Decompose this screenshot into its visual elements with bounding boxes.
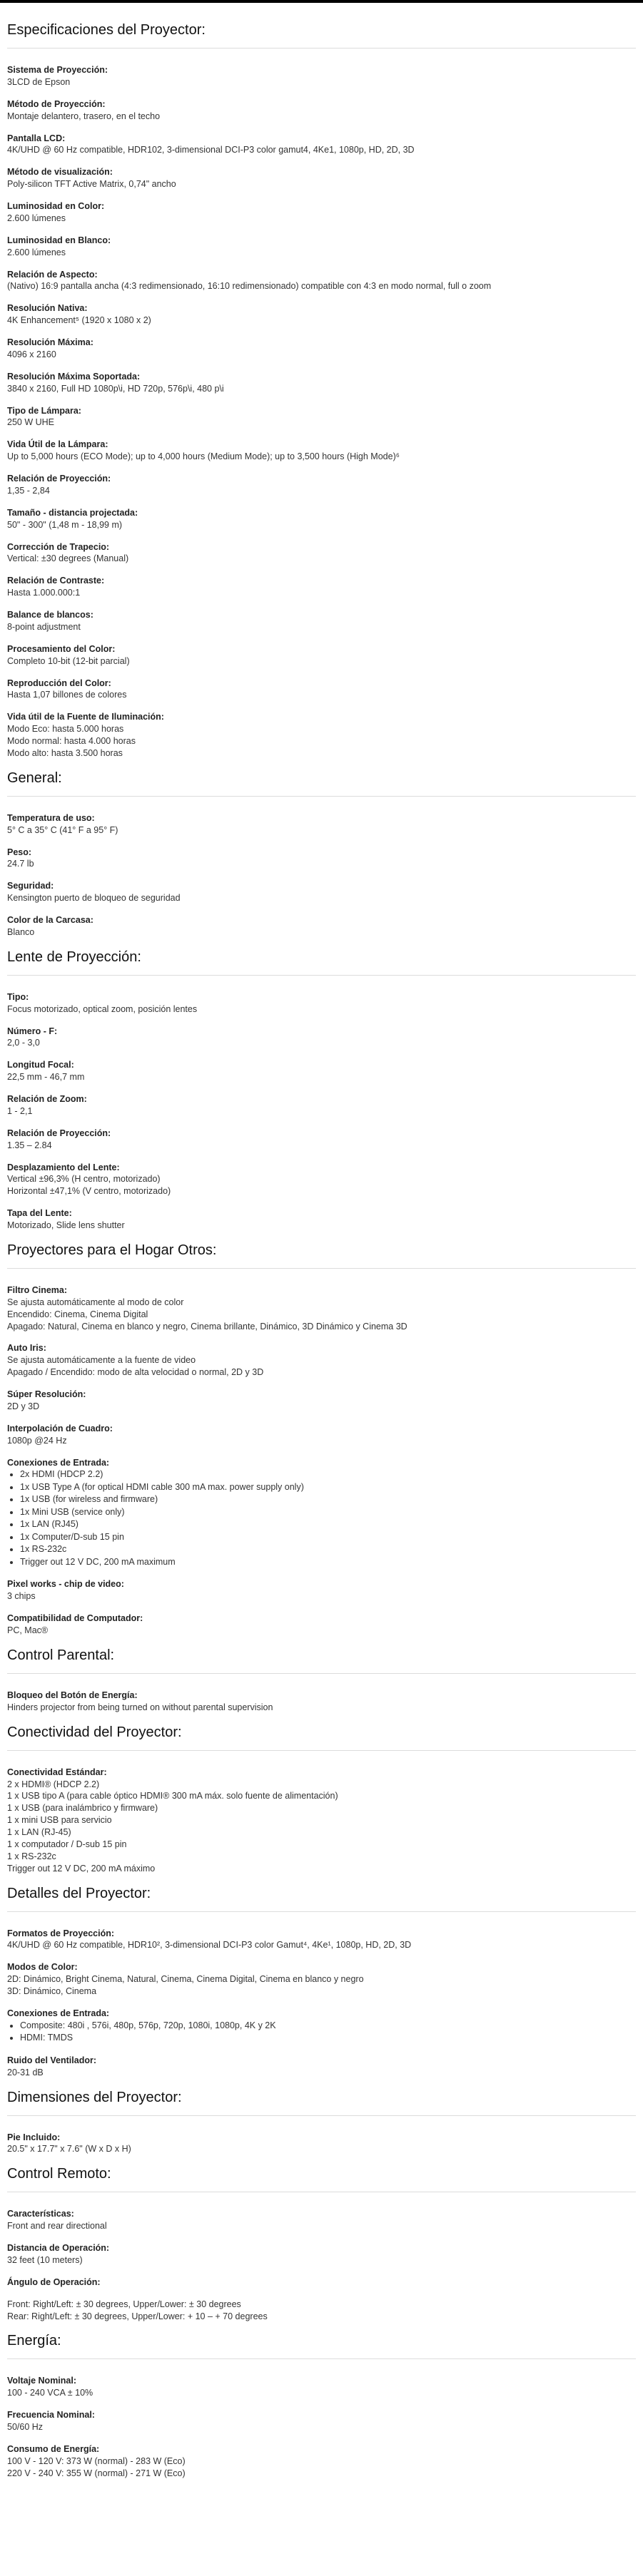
- spec-item: [7, 2242, 636, 2266]
- spec-label: Desplazamiento del Lente:: [7, 1162, 120, 1172]
- section-divider: [7, 796, 636, 797]
- section-divider: [7, 1750, 636, 1751]
- spec-item: [7, 2443, 636, 2480]
- spec-item: [7, 302, 636, 327]
- spec-value: Apagado: Natural, Cinema en blanco y negro, Cinema brillante, Dinámico, 3D Dinámico y Cinema 3D: [7, 1321, 407, 1332]
- spec-item: [7, 269, 636, 293]
- spec-label: Formatos de Proyección:: [7, 1928, 115, 1938]
- spec-value: 2,0 - 3,0: [7, 1038, 40, 1048]
- spec-item: [7, 812, 636, 837]
- section-title: General:: [7, 770, 62, 786]
- spec-value: 22,5 mm - 46,7 mm: [7, 1072, 85, 1083]
- spec-value: Front: Right/Left: ± 30 degrees, Upper/Lower: ± 30 degrees: [7, 2299, 241, 2309]
- list-item: • 1x USB Type A (for optical HDMI cable 300 mA max. power supply only): [20, 1481, 636, 1494]
- spec-item: [7, 711, 636, 760]
- section-control-parental: [7, 1647, 636, 1714]
- spec-value: Completo 10-bit (12-bit parcial): [7, 655, 130, 666]
- spec-label: Consumo de Energía:: [7, 2443, 100, 2454]
- section-title: Proyectores para el Hogar Otros:: [7, 1242, 217, 1258]
- spec-value: Vertical: ±30 degrees (Manual): [7, 553, 129, 564]
- spec-value: 1 x mini USB para servicio: [7, 1815, 112, 1826]
- spec-value: Rear: Right/Left: ± 30 degrees, Upper/Lower: + 10 – + 70 degrees: [7, 2311, 268, 2321]
- spec-item: [7, 1162, 636, 1198]
- spec-value: 2.600 lúmenes: [7, 247, 66, 257]
- spec-label: Resolución Máxima Soportada:: [7, 371, 141, 382]
- list-item: • 1x USB (for wireless and firmware): [20, 1493, 636, 1506]
- section-title: Especificaciones del Proyector:: [7, 22, 206, 38]
- spec-value: 24.7 lb: [7, 859, 34, 869]
- spec-bullet-list: [7, 2020, 636, 2045]
- spec-value: 4096 x 2160: [7, 349, 56, 359]
- spec-value: Montaje delantero, trasero, en el techo: [7, 111, 161, 121]
- spec-value: 2D y 3D: [7, 1401, 40, 1411]
- spec-label: Tapa del Lente:: [7, 1208, 72, 1219]
- list-item: • 1x Mini USB (service only): [20, 1506, 636, 1519]
- spec-value: 5° C a 35° C (41° F a 95° F): [7, 824, 118, 835]
- spec-value: 4K Enhancement⁵ (1920 x 1080 x 2): [7, 315, 151, 326]
- section-divider: [7, 1673, 636, 1674]
- spec-value: 3D: Dinámico, Cinema: [7, 1986, 97, 1996]
- spec-item: [7, 507, 636, 531]
- section-divider: [7, 2358, 636, 2359]
- spec-value: 1 x USB (para inalámbrico y firmware): [7, 1803, 158, 1814]
- spec-value: Blanco: [7, 926, 35, 937]
- spec-value: Hinders projector from being turned on without parental supervision: [7, 1702, 273, 1712]
- spec-label: Vida útil de la Fuente de Iluminación:: [7, 712, 164, 722]
- spec-value: 2D: Dinámico, Bright Cinema, Natural, Cinema, Cinema Digital, Cinema en blanco y negro: [7, 1974, 364, 1985]
- spec-item: [7, 847, 636, 871]
- spec-item: [7, 1128, 636, 1152]
- spec-bullet-list: [7, 1468, 636, 1568]
- spec-label: Sistema de Proyección:: [7, 65, 108, 75]
- spec-item: [7, 575, 636, 599]
- spec-label: Características:: [7, 2209, 74, 2219]
- spec-item: [7, 2375, 636, 2399]
- spec-value: Se ajusta automáticamente al modo de color: [7, 1297, 184, 1307]
- spec-label: Método de visualización:: [7, 167, 113, 178]
- spec-item: [7, 1457, 636, 1569]
- spec-value: Encendido: Cinema, Cinema Digital: [7, 1309, 148, 1319]
- spec-item: [7, 1578, 636, 1603]
- section-title: Detalles del Proyector:: [7, 1885, 151, 1901]
- spec-value: 50" - 300" (1,48 m - 18,99 m): [7, 519, 123, 530]
- spec-label: Frecuencia Nominal:: [7, 2410, 95, 2421]
- spec-value: 32 feet (10 meters): [7, 2254, 83, 2265]
- spec-label: Relación de Zoom:: [7, 1094, 87, 1104]
- spec-label: Compatibilidad de Computador:: [7, 1613, 143, 1624]
- spec-item: [7, 98, 636, 123]
- section-detalles-del-proyector: [7, 1885, 636, 2079]
- spec-value: 1 x RS-232c: [7, 1851, 56, 1861]
- spec-label: Filtro Cinema:: [7, 1284, 68, 1295]
- spec-label: Relación de Proyección:: [7, 474, 111, 484]
- spec-item: [7, 166, 636, 190]
- spec-label: Auto Iris:: [7, 1343, 46, 1354]
- list-item: • Composite: 480i , 576i, 480p, 576p, 720p, 1080i, 1080p, 4K y 2K: [20, 2020, 636, 2033]
- spec-value: Poly-silicon TFT Active Matrix, 0,74" ancho: [7, 179, 176, 190]
- spec-label: Relación de Aspecto:: [7, 269, 98, 280]
- spec-value: 1 - 2,1: [7, 1105, 33, 1116]
- spec-label: Color de la Carcasa:: [7, 915, 93, 925]
- spec-item: [7, 439, 636, 463]
- list-item: • HDMI: TMDS: [20, 2032, 636, 2045]
- section-divider: [7, 2115, 636, 2116]
- spec-label: Resolución Nativa:: [7, 303, 88, 314]
- section-title: Dimensiones del Proyector:: [7, 2089, 182, 2105]
- section-title: Control Parental:: [7, 1647, 115, 1663]
- spec-label: Pixel works - chip de video:: [7, 1579, 124, 1590]
- spec-item: [7, 1928, 636, 1952]
- spec-value: Modo normal: hasta 4.000 horas: [7, 736, 136, 746]
- spec-label: Voltaje Nominal:: [7, 2376, 77, 2386]
- spec-item: [7, 914, 636, 939]
- section-control-remoto: [7, 2165, 636, 2322]
- spec-item: [7, 643, 636, 668]
- spec-page: [0, 3, 643, 2480]
- spec-item: [7, 2008, 636, 2045]
- spec-value: 4K/UHD @ 60 Hz compatible, HDR10², 3-dimensional DCI-P3 color Gamut⁴, 4Ke¹, 1080p, HD, 2D, 3D: [7, 1940, 412, 1951]
- spec-label: Conectividad Estándar:: [7, 1767, 107, 1777]
- spec-value: Modo alto: hasta 3.500 horas: [7, 747, 123, 758]
- spec-value: Hasta 1.000.000:1: [7, 588, 81, 598]
- section-title: Energía:: [7, 2333, 61, 2349]
- spec-value: 250 W UHE: [7, 417, 54, 428]
- spec-item: [7, 1767, 636, 1875]
- spec-item: [7, 1690, 636, 1714]
- section-divider: [7, 1911, 636, 1912]
- spec-label: Vida Útil de la Lámpara:: [7, 439, 108, 450]
- spec-label: Tipo de Lámpara:: [7, 405, 81, 416]
- section-dimensiones-del-proyector: [7, 2089, 636, 2156]
- spec-value: 2.600 lúmenes: [7, 213, 66, 223]
- spec-item: [7, 678, 636, 702]
- spec-item: [7, 991, 636, 1016]
- spec-value: 1 x USB tipo A (para cable óptico HDMI® 300 mA máx. solo fuente de alimentación): [7, 1791, 338, 1801]
- spec-item: [7, 1612, 636, 1637]
- spec-label: Luminosidad en Blanco:: [7, 235, 111, 245]
- spec-value: Vertical ±96,3% (H centro, motorizado): [7, 1174, 161, 1185]
- spec-label: Relación de Contraste:: [7, 576, 105, 586]
- spec-label: Relación de Proyección:: [7, 1128, 111, 1138]
- spec-label: Bloqueo del Botón de Energía:: [7, 1690, 138, 1700]
- spec-item: [7, 371, 636, 395]
- list-item: • 1x RS-232c: [20, 1543, 636, 1556]
- spec-value: 1080p @24 Hz: [7, 1435, 67, 1446]
- section-divider: [7, 1268, 636, 1269]
- spec-value: Kensington puerto de bloqueo de seguridad: [7, 893, 181, 904]
- spec-label: Tipo:: [7, 991, 29, 1002]
- spec-item: [7, 133, 636, 157]
- spec-item: [7, 1423, 636, 1447]
- section-title: Control Remoto:: [7, 2166, 111, 2182]
- spec-item: [7, 1342, 636, 1379]
- spec-value: (Nativo) 16:9 pantalla ancha (4:3 redimensionado, 16:10 redimensionado) compatible con 4:3 en modo normal, full o zoom: [7, 281, 492, 292]
- spec-item: [7, 2055, 636, 2079]
- spec-item: [7, 1389, 636, 1413]
- spec-label: Longitud Focal:: [7, 1060, 74, 1070]
- spec-value: Focus motorizado, optical zoom, posición lentes: [7, 1003, 198, 1014]
- list-item: • Trigger out 12 V DC, 200 mA maximum: [20, 1556, 636, 1569]
- spec-label: Resolución Máxima:: [7, 337, 93, 347]
- spec-value: 3840 x 2160, Full HD 1080p\i, HD 720p, 576p\i, 480 p\i: [7, 383, 224, 394]
- spec-item: [7, 880, 636, 904]
- spec-label: Temperatura de uso:: [7, 812, 95, 823]
- spec-value: 2 x HDMI® (HDCP 2.2): [7, 1779, 100, 1789]
- spec-label: Número - F:: [7, 1026, 58, 1036]
- spec-item: [7, 473, 636, 497]
- section-especificaciones-del-proyector: [7, 21, 636, 760]
- spec-value: 100 - 240 VCA ± 10%: [7, 2388, 93, 2398]
- spec-value: 4K/UHD @ 60 Hz compatible, HDR102, 3-dimensional DCI-P3 color gamut4, 4Ke1, 1080p, HD, 2D, 3D: [7, 145, 415, 155]
- spec-item: [7, 1961, 636, 1998]
- spec-item: [7, 1059, 636, 1083]
- spec-item: [7, 200, 636, 225]
- spec-value: Modo Eco: hasta 5.000 horas: [7, 724, 124, 735]
- spec-label: Corrección de Trapecio:: [7, 541, 110, 552]
- section-title: Conectividad del Proyector:: [7, 1724, 182, 1740]
- section-proyectores-para-el-hogar-otros: [7, 1242, 636, 1637]
- spec-value: 1.35 – 2.84: [7, 1140, 52, 1150]
- spec-label: Ángulo de Operación:: [7, 2276, 101, 2287]
- spec-value: 8-point adjustment: [7, 621, 81, 632]
- spec-label: Distancia de Operación:: [7, 2243, 110, 2253]
- spec-item: [7, 235, 636, 259]
- spec-label: Ruido del Ventilador:: [7, 2055, 97, 2065]
- spec-item: [7, 1026, 636, 1050]
- spec-value: 3 chips: [7, 1591, 36, 1602]
- spec-label: Conexiones de Entrada:: [7, 1457, 110, 1468]
- spec-value: [7, 2289, 636, 2299]
- spec-value: PC, Mac®: [7, 1625, 49, 1635]
- spec-label: Pie Incluido:: [7, 2132, 61, 2142]
- spec-label: Balance de blancos:: [7, 610, 93, 620]
- spec-item: [7, 1284, 636, 1333]
- section-title: Lente de Proyección:: [7, 949, 141, 965]
- spec-value: Motorizado, Slide lens shutter: [7, 1220, 125, 1230]
- spec-value: Front and rear directional: [7, 2221, 107, 2232]
- spec-item: [7, 541, 636, 566]
- section-divider: [7, 975, 636, 976]
- spec-label: Súper Resolución:: [7, 1389, 86, 1399]
- spec-value: 20-31 dB: [7, 2067, 44, 2077]
- spec-value: 1 x LAN (RJ-45): [7, 1827, 71, 1837]
- spec-item: [7, 405, 636, 429]
- spec-value: Horizontal ±47,1% (V centro, motorizado): [7, 1186, 171, 1197]
- spec-label: Conexiones de Entrada:: [7, 2008, 110, 2018]
- spec-value: Se ajusta automáticamente a la fuente de video: [7, 1355, 196, 1366]
- spec-item: [7, 609, 636, 633]
- spec-label: Método de Proyección:: [7, 98, 106, 109]
- spec-value: Hasta 1,07 billones de colores: [7, 690, 127, 700]
- list-item: • 1x Computer/D-sub 15 pin: [20, 1531, 636, 1544]
- spec-value: 1,35 - 2,84: [7, 485, 50, 496]
- spec-value: Apagado / Encendido: modo de alta velocidad o normal, 2D y 3D: [7, 1367, 264, 1378]
- spec-item: [7, 2132, 636, 2156]
- spec-item: [7, 2276, 636, 2323]
- list-item: • 2x HDMI (HDCP 2.2): [20, 1468, 636, 1481]
- spec-label: Peso:: [7, 847, 32, 857]
- spec-label: Interpolación de Cuadro:: [7, 1423, 113, 1433]
- spec-label: Modos de Color:: [7, 1962, 78, 1973]
- spec-label: Reproducción del Color:: [7, 678, 111, 688]
- section-energia: [7, 2332, 636, 2479]
- section-general: [7, 770, 636, 939]
- spec-label: Procesamiento del Color:: [7, 643, 116, 654]
- spec-value: 1 x computador / D-sub 15 pin: [7, 1839, 127, 1849]
- spec-value: Up to 5,000 hours (ECO Mode); up to 4,000 hours (Medium Mode); up to 3,500 hours (High Mode)⁶: [7, 451, 400, 462]
- spec-value: 3LCD de Epson: [7, 76, 71, 87]
- spec-label: Pantalla LCD:: [7, 133, 66, 143]
- spec-label: Seguridad:: [7, 881, 54, 891]
- spec-label: Tamaño - distancia projectada:: [7, 507, 138, 518]
- spec-value: 20.5" x 17.7" x 7.6" (W x D x H): [7, 2144, 131, 2155]
- spec-item: [7, 1207, 636, 1232]
- spec-value: 50/60 Hz: [7, 2422, 44, 2432]
- spec-item: [7, 337, 636, 361]
- spec-item: [7, 1093, 636, 1118]
- spec-value: Trigger out 12 V DC, 200 mA máximo: [7, 1863, 156, 1874]
- spec-value: 100 V - 120 V: 373 W (normal) - 283 W (Eco): [7, 2455, 186, 2466]
- spec-label: Luminosidad en Color:: [7, 201, 105, 211]
- section-conectividad-del-proyector: [7, 1724, 636, 1875]
- spec-item: [7, 2208, 636, 2232]
- section-lente-de-proyeccion: [7, 949, 636, 1232]
- spec-value: 220 V - 240 V: 355 W (normal) - 271 W (Eco): [7, 2468, 186, 2478]
- spec-item: [7, 64, 636, 88]
- list-item: • 1x LAN (RJ45): [20, 1518, 636, 1531]
- spec-item: [7, 2409, 636, 2433]
